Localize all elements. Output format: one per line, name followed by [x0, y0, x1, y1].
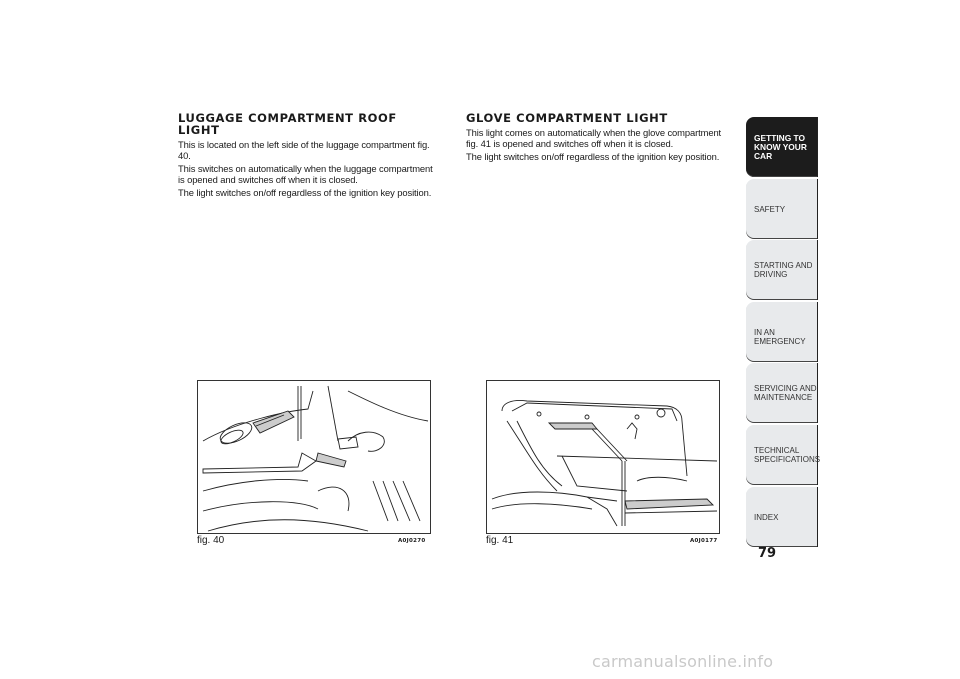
tab-label: TECHNICAL SPECIFICATIONS: [754, 445, 821, 464]
paragraph: This light comes on automatically when the glove compartment fig. 41 is opened and switches off when it is closed.: [466, 127, 722, 149]
chapter-tabs: [746, 117, 821, 548]
paragraph: The light switches on/off regardless of the ignition key position.: [178, 187, 432, 198]
tab-label: SAFETY: [754, 204, 786, 214]
luggage-light-illustration: [198, 381, 430, 533]
glove-light-illustration: [487, 381, 719, 533]
section-heading: GLOVE COMPARTMENT LIGHT: [466, 111, 668, 125]
tab-label: INDEX: [754, 512, 779, 522]
figure-caption: fig. 40: [197, 535, 225, 546]
watermark: carmanualsonline.info: [592, 652, 774, 671]
tab-starting-and-driving[interactable]: [746, 240, 818, 300]
figure-code: A0J0270: [398, 538, 426, 544]
paragraph: This is located on the left side of the luggage compartment fig. 40.: [178, 139, 430, 161]
figure-luggage-light: [197, 380, 431, 534]
figure-glove-light: [486, 380, 720, 534]
figure-code: A0J0177: [690, 538, 718, 544]
figure-caption: fig. 41: [486, 535, 514, 546]
paragraph: This switches on automatically when the luggage compartment is opened and switches off when it is closed.: [178, 163, 433, 185]
tab-label: GETTING TO KNOW YOUR CAR: [754, 133, 807, 161]
paragraph: The light switches on/off regardless of the ignition key position.: [466, 151, 720, 162]
tab-safety[interactable]: [746, 179, 818, 239]
tab-label: IN AN EMERGENCY: [754, 327, 806, 346]
section-heading: LUGGAGE COMPARTMENT ROOF LIGHT: [178, 111, 397, 137]
tab-technical-specifications[interactable]: [746, 425, 821, 485]
tab-servicing-and-maintenance[interactable]: [746, 363, 818, 423]
tab-getting-to-know-your-car[interactable]: [746, 117, 818, 177]
glove-light-section: [466, 112, 728, 166]
tab-in-an-emergency[interactable]: [746, 302, 818, 362]
tab-index[interactable]: [746, 487, 818, 547]
luggage-light-section: [178, 112, 440, 202]
tab-label: SERVICING AND MAINTENANCE: [754, 384, 817, 403]
tab-label: STARTING AND DRIVING: [754, 261, 813, 280]
page-number: 79: [758, 546, 777, 561]
